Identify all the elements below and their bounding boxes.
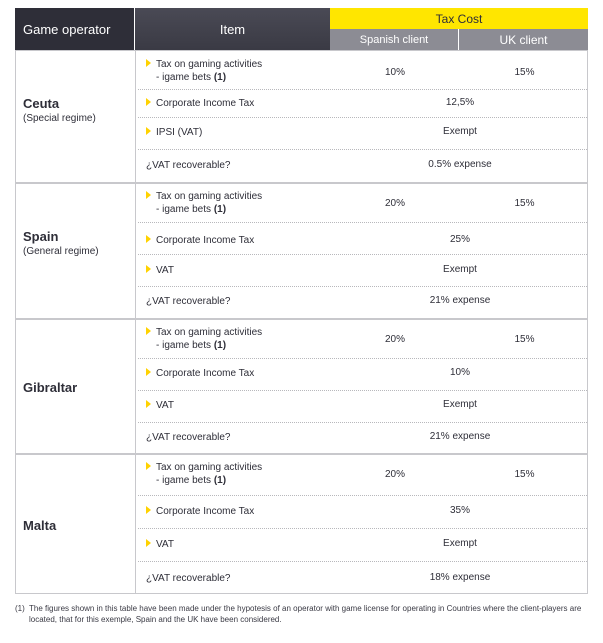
row-corporate-tax	[16, 495, 587, 528]
label-gaming-line1: Tax on gaming activities	[156, 462, 263, 473]
group-ceuta	[15, 50, 588, 183]
value-spanish: 20%	[384, 198, 405, 209]
bullet-arrow-icon	[146, 98, 151, 106]
row-label	[146, 190, 262, 216]
label-gaming-line2: - igame bets	[156, 475, 212, 486]
label-vat-recoverable: ¿VAT recoverable?	[146, 296, 231, 307]
operator-name: Spain	[23, 229, 59, 244]
label-gaming-line2: - igame bets	[156, 72, 212, 83]
row-label	[146, 367, 254, 380]
row-label	[146, 58, 262, 84]
operator-name: Malta	[23, 518, 57, 533]
row-label	[146, 234, 254, 247]
value-uk: 15%	[514, 334, 535, 345]
header-tax-cost: Tax Cost	[330, 8, 588, 29]
bullet-arrow-icon	[146, 539, 151, 547]
value-corporate: 12,5%	[445, 97, 475, 108]
row-vat-recoverable	[16, 286, 587, 320]
value-spanish: 10%	[384, 67, 405, 78]
label-corporate: Corporate Income Tax	[156, 368, 255, 379]
operator-name: Gibraltar	[23, 380, 78, 395]
row-gaming-tax	[16, 51, 587, 89]
bullet-arrow-icon	[146, 191, 151, 199]
label-corporate: Corporate Income Tax	[156, 506, 255, 517]
row-label	[146, 97, 254, 110]
value-corporate: 35%	[449, 505, 470, 516]
row-vat	[16, 117, 587, 149]
value-uk: 15%	[514, 469, 535, 480]
value-vat: Exempt	[443, 126, 477, 137]
row-label	[146, 326, 262, 352]
value-vat: Exempt	[443, 399, 477, 410]
footnote-ref: (1)	[213, 204, 227, 215]
row-gaming-tax	[16, 184, 587, 222]
label-vat: VAT	[156, 539, 174, 550]
footnote-ref: (1)	[213, 72, 227, 83]
value-vat: Exempt	[443, 538, 477, 549]
label-gaming-line2: - igame bets	[156, 340, 212, 351]
row-label	[146, 461, 262, 487]
value-corporate: 25%	[449, 234, 470, 245]
operator-name: Ceuta	[23, 96, 60, 111]
label-gaming-line1: Tax on gaming activities	[156, 59, 263, 70]
label-ipsi: IPSI (VAT)	[156, 127, 203, 138]
row-vat-recoverable	[16, 422, 587, 455]
row-corporate-tax	[16, 358, 587, 390]
value-recoverable: 0.5% expense	[428, 159, 492, 170]
header-item: Item	[135, 8, 330, 50]
row-label	[146, 538, 174, 551]
bullet-arrow-icon	[146, 235, 151, 243]
value-recoverable: 18% expense	[429, 572, 491, 583]
label-vat: VAT	[156, 265, 174, 276]
header-game-operator: Game operator	[15, 8, 134, 50]
value-uk: 15%	[514, 198, 535, 209]
label-corporate: Corporate Income Tax	[156, 98, 255, 109]
value-recoverable: 21% expense	[429, 295, 491, 306]
header-uk-client: UK client	[459, 29, 588, 50]
group-malta	[15, 454, 588, 594]
label-corporate: Corporate Income Tax	[156, 235, 255, 246]
label-gaming-line1: Tax on gaming activities	[156, 327, 263, 338]
value-corporate: 10%	[449, 367, 470, 378]
row-label	[146, 264, 174, 277]
bullet-arrow-icon	[146, 59, 151, 67]
footnote-mark: (1)	[15, 604, 25, 613]
row-vat-recoverable	[16, 561, 587, 595]
label-vat-recoverable: ¿VAT recoverable?	[146, 573, 231, 584]
value-uk: 15%	[514, 67, 535, 78]
row-gaming-tax	[16, 455, 587, 495]
row-vat	[16, 254, 587, 286]
label-vat-recoverable: ¿VAT recoverable?	[146, 432, 231, 443]
row-gaming-tax	[16, 320, 587, 358]
footnote-ref: (1)	[213, 475, 227, 486]
row-label	[146, 505, 254, 518]
row-vat	[16, 528, 587, 561]
row-corporate-tax	[16, 222, 587, 254]
bullet-arrow-icon	[146, 265, 151, 273]
operator-regime: (General regime)	[23, 246, 99, 257]
row-label	[146, 399, 174, 412]
bullet-arrow-icon	[146, 327, 151, 335]
value-spanish: 20%	[384, 469, 405, 480]
footnote-text: The figures shown in this table have been made under the hypotesis of an operator with game license for operating in Countries where the client-players are located, that for this exemple, Spain and the UK have been considered.	[29, 604, 582, 624]
row-label	[146, 126, 202, 139]
value-recoverable: 21% expense	[429, 431, 491, 442]
group-gibraltar	[15, 319, 588, 454]
row-vat	[16, 390, 587, 422]
label-vat: VAT	[156, 400, 174, 411]
footnote-ref: (1)	[213, 340, 227, 351]
bullet-arrow-icon	[146, 506, 151, 514]
label-gaming-line1: Tax on gaming activities	[156, 191, 263, 202]
operator-regime: (Special regime)	[23, 113, 96, 124]
value-spanish: 20%	[384, 334, 405, 345]
header-spanish-client: Spanish client	[330, 29, 458, 50]
bullet-arrow-icon	[146, 368, 151, 376]
group-spain	[15, 183, 588, 319]
bullet-arrow-icon	[146, 127, 151, 135]
label-vat-recoverable: ¿VAT recoverable?	[146, 160, 231, 171]
label-gaming-line2: - igame bets	[156, 204, 212, 215]
bullet-arrow-icon	[146, 400, 151, 408]
value-vat: Exempt	[443, 264, 477, 275]
row-vat-recoverable	[16, 149, 587, 184]
bullet-arrow-icon	[146, 462, 151, 470]
row-corporate-tax	[16, 89, 587, 117]
